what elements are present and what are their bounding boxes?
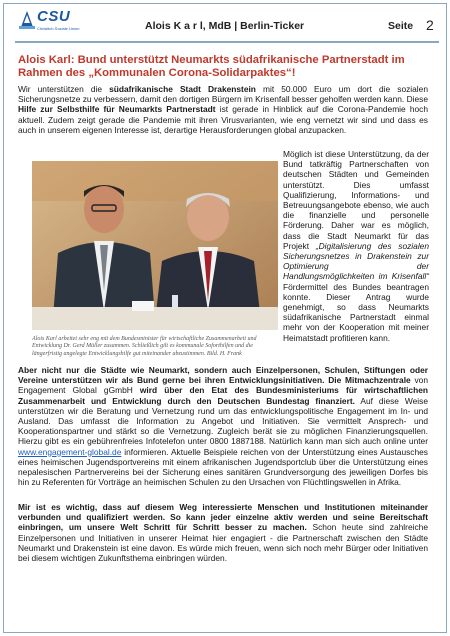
engagement-paragraph: Aber nicht nur die Städte wie Neumarkt, sondern auch Einzelpersonen, Schulen, Stiftungen oder Vereine unterstützen wir als Bund gerne bei ihren Entwicklungsinitiativen. Die Mitmachzentrale von Engagement Global gGmbH wird über den Etat des Bundesministeriums für wirtschaftlichen Zusammenarbeit und Entwicklung durch den Deutschen Bundestag finanziert. Auf diese Weise unterstützen wir die Beratung und Vernetzung rund um das entwicklungspolitische Engagement im In- und Ausland. Das umfasst die Information zu Angebot und Initiativen. Sie vermittelt Ansprech- und Kooperationspartner und stärkt so die Vernetzung. Zugleich berät sie zu möglichen Finanzierungsquellen. Hierzu gibt es ein gebührenfreies Infotelefon unter 0800 1887188. Natürlich kann man sich auch online unter www.engagement-global.de informieren. Aktuelle Beispiele reichen von der Unterstützung eines Austausches eines heimischen Jugendsportvereins mit einem afrikanischen Jugendsportclub über die Unterstützung eines nepalesischen Partnervereins bei der Sicherung eines sanitären Grundversorgung des jeweiligen Dorfes bis hin zu Referenten für Vorträge an heimischen Schulen zu den Ursachen von Flüchtlingswellen in Afrika.: [18, 365, 428, 488]
page-number: 2: [426, 17, 434, 33]
page-header: [5, 6, 445, 42]
intro-paragraph: Wir unterstützen die südafrikanische Stadt Drakenstein mit 50.000 Euro um dort die sozialen Sicherungsnetze zu verbessern, damit den dortigen Bürgern im Krisenfall besser geholfen werden kann. Diese Hilfe zur Selbsthilfe für Neumarkts Partnerstadt ist gerade in Hinblick auf die Corona-Pandemie hoch aktuell. Zudem zeigt gerade die Pandemie mit ihren Virusvarianten, wie eng vernetzt wir sind und dass es auch in unserem eigenen Interesse ist, derartige Herausforderungen global anzupacken.: [18, 84, 429, 135]
article-photo: [32, 161, 278, 330]
newsletter-title: Alois K a r l, MdB | Berlin-Ticker: [145, 20, 305, 32]
csu-lion-icon: [19, 9, 35, 29]
page-label: Seite: [388, 20, 414, 32]
closing-paragraph: Mir ist es wichtig, dass auf diesem Weg interessierte Menschen und Institutionen miteinander verbunden und qualifiziert werden. So kann jeder einzelne aktiv werden und seine Bereitschaft einbringen, um unsere Welt Schritt für Schritt besser zu machen. Schon heute sind zahlreiche Einzelpersonen und Initiativen in unserer Heimat hier engagiert - die Partnerschaft zwischen den Städte Neumarkt und Drakenstein ist eine davon. Es würde mich freuen, wenn sich noch mehr Bürger oder Initiativen bei diesem wichtigen Zukunftsthema einbringen würden.: [18, 502, 428, 564]
side-column-paragraph: Möglich ist diese Unterstützung, da der Bund tatkräftig Partnerschaften von deutschen Städten und Gemeinden unterstützt. Dies umfasst Qualifizierung, Informations- und Betreuungsangebote ebenso, wie auch die finanzielle und personelle Förderung. Daher war es möglich, dass die Stadt Neumarkt für das Projekt „Digitalisierung des sozialen Sicherungsnetzes in Drakenstein zur Optimierung der Handlungsmöglichkeiten im Krisenfall“ Fördermittel des Bundes beantragen konnte. Dieser Antrag wurde genehmigt, so dass Neumarkts südafrikanische Partnerstadt einmal mehr von der Kooperation mit meiner Heimatstadt profitieren kann.: [283, 149, 429, 343]
logo-text: CSU: [37, 8, 71, 25]
csu-logo: [19, 9, 85, 35]
engagement-global-link[interactable]: www.engagement-global.de: [18, 446, 122, 457]
logo-subtitle: Christlich-Soziale Union: [37, 26, 80, 31]
article-headline: Alois Karl: Bund unterstützt Neumarkts südafrikanische Partnerstadt im Rahmen des „Kommunalen Corona-Solidarpaktes“!: [18, 54, 405, 79]
photo-caption: Alois Karl arbeitet sehr eng mit dem Bundesminister für wirtschaftliche Zusammenarbeit und Entwicklung Dr. Gerd Müller zusammen. Schließlich gilt es kommunale Soforthilfen und die längerfristig angelegte Entwicklungshilfe gut miteinander abzustimmen. Bild. H. Frank: [32, 336, 257, 357]
meeting-photo-illustration: [32, 161, 278, 330]
header-divider: [15, 41, 439, 43]
